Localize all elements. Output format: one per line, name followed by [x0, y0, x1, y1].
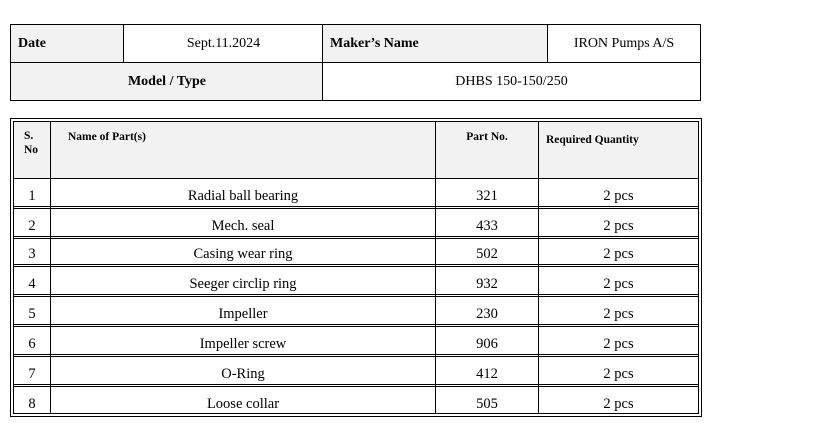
cell-part-no: 433	[476, 218, 498, 234]
divider	[13, 264, 699, 265]
cell-part-no: 932	[476, 276, 498, 292]
cell-sno: 6	[28, 336, 36, 352]
divider	[435, 121, 436, 414]
cell-quantity: 2 pcs	[603, 396, 634, 412]
cell-part-name: Impeller	[218, 306, 268, 322]
divider	[13, 294, 699, 295]
column-header-part-no: Part No.	[436, 122, 538, 178]
maker-value: IRON Pumps A/S	[573, 36, 675, 51]
divider	[13, 324, 699, 325]
cell-quantity: 2 pcs	[603, 188, 634, 204]
cell-part-name: Mech. seal	[211, 218, 275, 234]
cell-sno: 4	[28, 276, 36, 292]
maker-label: Maker’s Name	[323, 25, 548, 63]
date-value: Sept.11.2024	[186, 36, 261, 51]
divider	[11, 62, 700, 63]
date-label: Date	[11, 25, 124, 63]
cell-part-name: Radial ball bearing	[187, 188, 299, 204]
divider	[538, 121, 539, 414]
header-info-table	[10, 24, 701, 101]
divider	[13, 206, 699, 207]
model-label: Model / Type	[11, 63, 323, 100]
cell-part-name: Loose collar	[206, 396, 280, 412]
divider	[13, 384, 699, 385]
cell-sno: 3	[28, 246, 36, 262]
cell-part-name: O-Ring	[221, 366, 265, 382]
divider	[123, 25, 124, 63]
column-header-quantity: Required Quantity	[539, 122, 698, 178]
divider	[547, 25, 548, 63]
column-header-part-name: Name of Part(s)	[51, 122, 435, 178]
cell-sno: 5	[28, 306, 36, 322]
cell-part-no: 412	[476, 366, 498, 382]
divider	[50, 121, 51, 414]
cell-sno: 8	[28, 396, 36, 412]
column-header-sno: S. No	[14, 122, 50, 178]
spare-parts-table	[10, 118, 702, 417]
cell-part-no: 502	[476, 246, 498, 262]
divider	[13, 354, 699, 355]
cell-part-no: 505	[476, 396, 498, 412]
divider	[322, 25, 323, 100]
cell-part-no: 906	[476, 336, 498, 352]
cell-part-name: Seeger circlip ring	[189, 276, 297, 292]
cell-part-name: Casing wear ring	[193, 246, 293, 262]
cell-quantity: 2 pcs	[603, 306, 634, 322]
cell-sno: 1	[28, 188, 36, 204]
cell-quantity: 2 pcs	[603, 218, 634, 234]
cell-quantity: 2 pcs	[603, 246, 634, 262]
cell-quantity: 2 pcs	[603, 336, 634, 352]
cell-part-name: Impeller screw	[199, 336, 287, 352]
cell-quantity: 2 pcs	[603, 366, 634, 382]
model-value: DHBS 150-150/250	[455, 73, 568, 89]
cell-part-no: 321	[476, 188, 498, 204]
cell-sno: 7	[28, 366, 36, 382]
divider	[13, 178, 699, 179]
cell-part-no: 230	[476, 306, 498, 322]
cell-quantity: 2 pcs	[603, 276, 634, 292]
cell-sno: 2	[28, 218, 36, 234]
